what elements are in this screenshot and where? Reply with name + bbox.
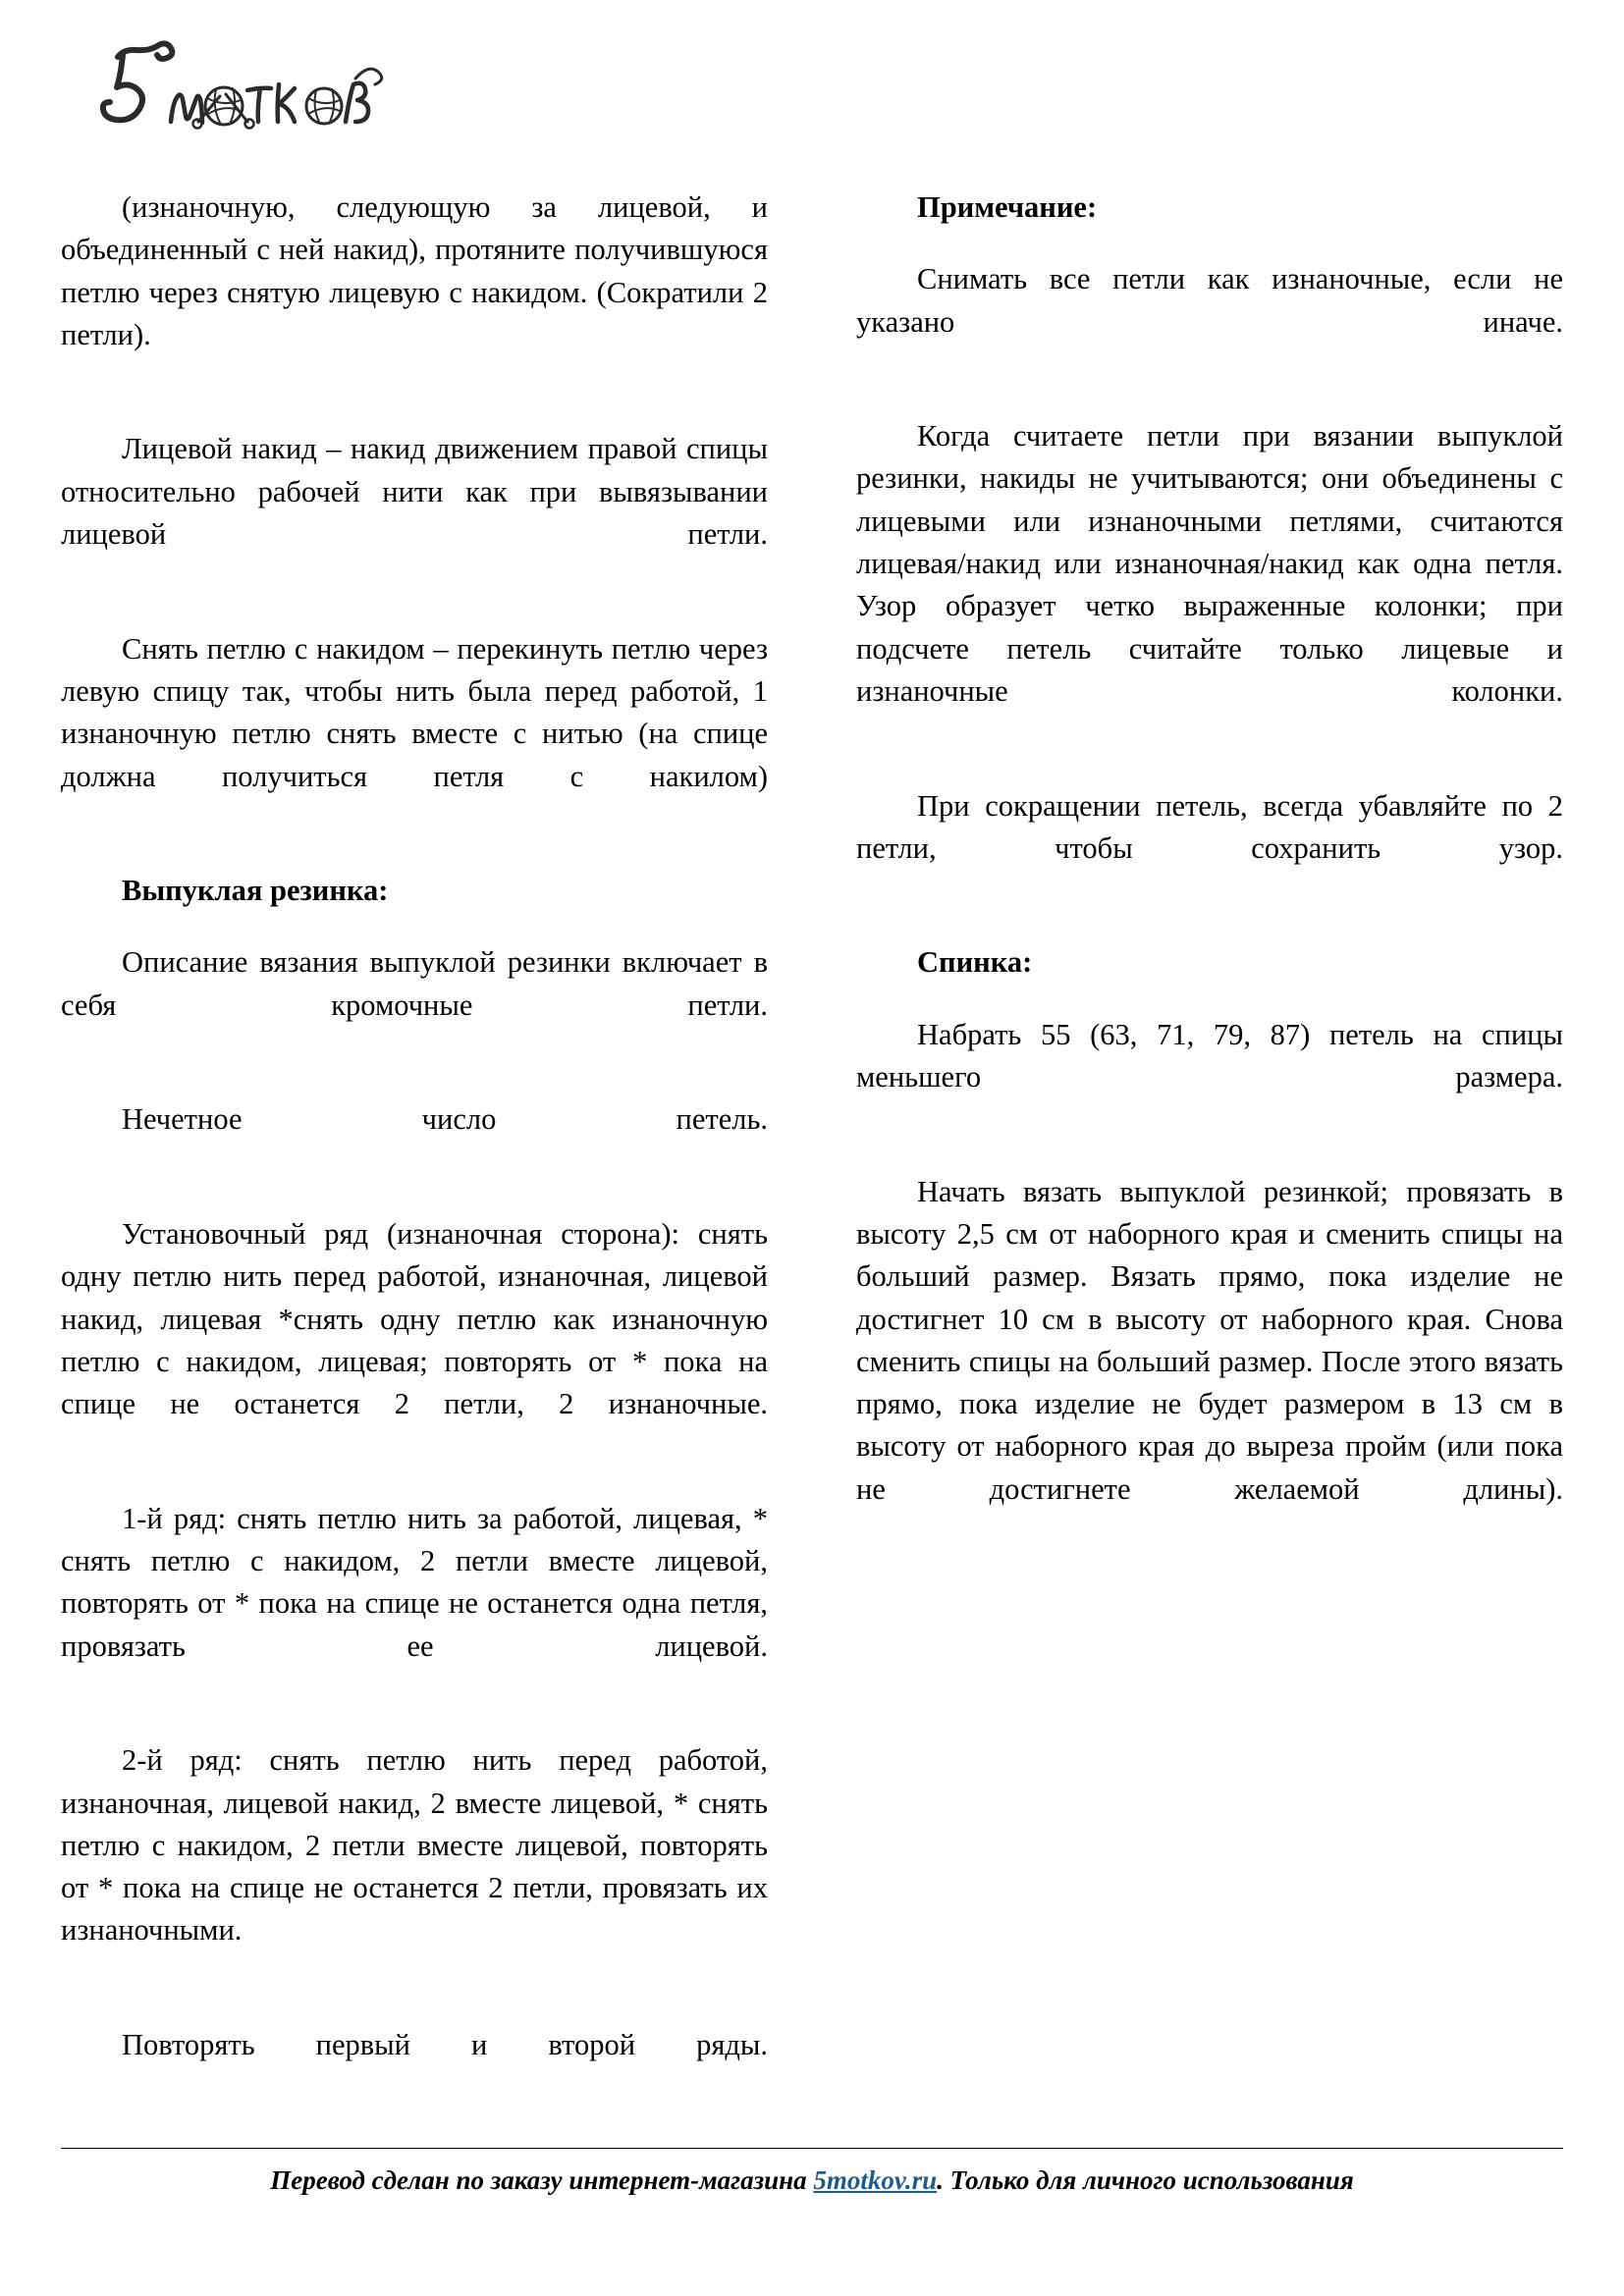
two-column-body	[61, 187, 1563, 2109]
paragraph-kogda-schitaete: Когда считаете петли при вязании выпуклой резинки, накиды не учитываются; они объединены с лицевыми или изнаночными петлями, считаются лицевая/накид или изнаночная/накид как одна петля. Узор образует четко выраженные колонки; при подсчете петель считайте только лицевые и изнаночные колонки.	[856, 419, 1563, 708]
footer-notice	[61, 2163, 1563, 2198]
heading-spinka: Спинка:	[917, 945, 1033, 980]
paragraph-litsevoy-nakid: Лицевой накид – накид движением правой спицы относительно рабочей нити как при вывязывании лицевой петли.	[61, 432, 768, 552]
left-column	[61, 187, 768, 2109]
footer-divider	[61, 2148, 1563, 2149]
right-column	[856, 187, 1563, 2109]
paragraph-ryad-2: 2-й ряд: снять петлю нить перед работой, изнаночная, лицевой накид, 2 вместе лицевой, * снять петлю с накидом, 2 петли вместе лицевой, повторять от * пока на спице не останется 2 петли, провязать их изнаночными.	[61, 1743, 768, 1948]
footer-text-after: . Только для личного использования	[937, 2165, 1354, 2195]
paragraph-povtoryat: Повторять первый и второй ряды.	[122, 2027, 768, 2061]
paragraph-nechetnoe: Нечетное число петель.	[122, 1102, 768, 1137]
paragraph-ryad-1: 1-й ряд: снять петлю нить за работой, лицевая, * снять петлю с накидом, 2 петли вместе лицевой, повторять от * пока на спице не останется одна петля, провязать ее лицевой.	[61, 1501, 768, 1663]
paragraph-ustanovochny-ryad: Установочный ряд (изнаночная сторона): снять одну петлю нить перед работой, изнаночная, лицевой накид, лицевая *снять одну петлю как изнаночную петлю с накидом, лицевая; повторять от * пока на спице не останется 2 петли, 2 изнаночные.	[61, 1216, 768, 1421]
heading-vypuklaya-rezinka: Выпуклая резинка:	[122, 874, 389, 908]
heading-primechanie: Примечание:	[917, 190, 1098, 224]
paragraph-nachat-vyazat: Начать вязать выпуклой резинкой; провязать в высоту 2,5 см от наборного края и сменить спицы на больший размер. Вязать прямо, пока изделие не достигнет 10 см в высоту от наборного края. Снова сменить спицы на больший размер. После этого вязать прямо, пока изделие не будет размером в 13 см в высоту от наборного края до выреза пройм (или пока не достигнете желаемой длины).	[856, 1174, 1563, 1506]
paragraph-snimat-vse: Снимать все петли как изнаночные, если не указано иначе.	[856, 262, 1563, 339]
paragraph-pri-sokrashchenii: При сокращении петель, всегда убавляйте по 2 петли, чтобы сохранить узор.	[856, 788, 1563, 865]
footer-shop-link[interactable]: 5motkov.ru	[813, 2165, 938, 2195]
paragraph-snyat-petlyu: Снять петлю с накидом – перекинуть петлю через левую спицу так, чтобы нить была перед работой, 1 изнаночную петлю снять вместе с нитью (на спице должна получиться петля с накилом)	[61, 631, 768, 793]
footer-text-before: Перевод сделан по заказу интернет-магазина	[270, 2165, 814, 2195]
logo-script-icon	[61, 27, 385, 135]
paragraph-nabrat: Набрать 55 (63, 71, 79, 87) петель на спицы меньшего размера.	[856, 1017, 1563, 1095]
paragraph-opisanie: Описание вязания выпуклой резинки включает в себя кромочные петли.	[61, 945, 768, 1022]
site-logo	[61, 27, 385, 135]
paragraph-continuation: (изнаночную, следующую за лицевой, и объединенный с ней накид), протяните получившуюся петлю через снятую лицевую с накидом. (Сократили 2 петли).	[61, 190, 768, 351]
